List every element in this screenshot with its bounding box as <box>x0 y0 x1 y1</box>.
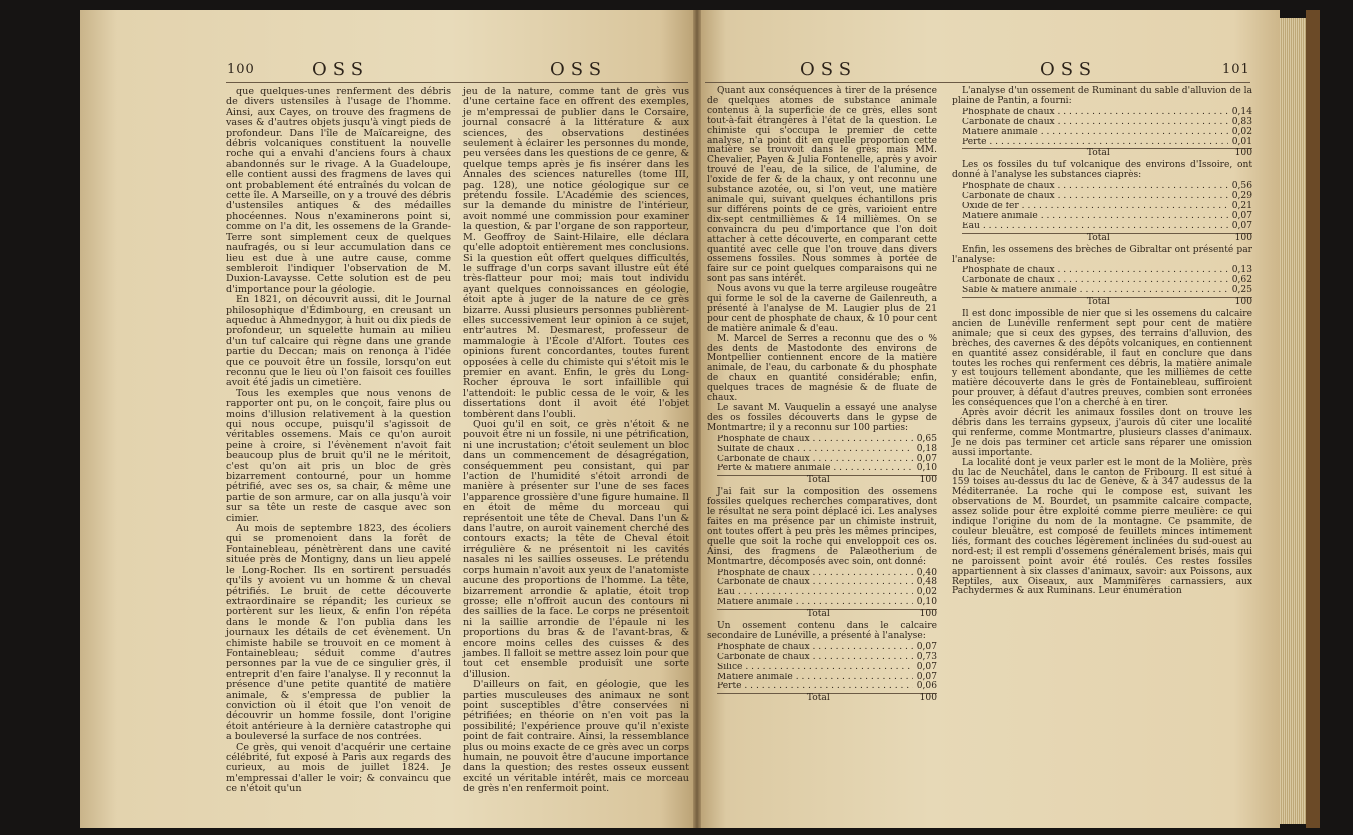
text-column-left-1 <box>226 87 451 795</box>
running-head-left-1: OSS <box>312 59 370 80</box>
paragraph: Nous avons vu que la terre argileuse rougeâtre qui forme le sol de la caverne de Gailenreuth, a présenté à l'analyse de M. Laugier plus de 21 pour cent de phosphate de chaux, & 10 pour cent de matière animale & d'eau. <box>707 284 937 334</box>
paragraph: Quant aux conséquences à tirer de la présence de quelques atomes de substance animale contenus à la superficie de ce grès, elles sont tout-à-fait étrangères à l'état de la question. Le chimiste qui s'occupa le premier de cette analyse, n'a point dit en quelle proportion cette matière se trouvoit dans le grès; mais MM. Chevalier, Payen & Julia Fontenelle, après y avoir trouvé de l'eau, de la silice, de l'alumine, de l'oxide de fer & de la chaux, y ont reconnu une substance azotée, ou, si l'on veut, une matière animale qui, suivant quelques échantillons pris sur différens points de ce grès, varioient entre dix-sept centmillièmes & 14 millièmes. On se convaincra du peu d'importance que l'on doit attacher à cette découverte, en comparant cette quantité avec celle que l'on trouve dans divers ossemens fossiles. Nous sommes à portée de faire sur ce point quelques comparaisons qui ne sont pas sans intérêt. <box>707 86 937 285</box>
table-row: Phosphate de chaux . . . 0,13 <box>962 266 1252 276</box>
paragraph: La localité dont je veux parler est le mont de la Molière, près du lac de Neuchâtel, dans le canton de Fribourg. Il est situé à 159 toises au-dessus du lac de Genève, & à 347 audessus de la Méditerranée. La roche qui le compose est, suivant les observations de M. Bourdet, un psammite calcaire compacte, assez solide pour être exploité comme pierre meulière: ce qui indique l'origine du nom de la montagne. Ce psammite, de couleur bleuâtre, est composé de feuillets minces intimement liés, formant des couches légèrement inclinées du sud-ouest au nord-est; il est rempli d'ossemens généralement brisés, mais qui ne paroissent point avoir été roulés. Ces restes fossiles appartiennent à six classes d'animaux, savoir: aux Poissons, aux Reptiles, aux Oiseaux, aux Mammifères carnassiers, aux Pachydermes & aux Ruminans. Leur énumération <box>952 457 1252 597</box>
table-row: Matière animale . . . 0,07 <box>962 212 1252 222</box>
table-row: Sable & matière animale . . . 0,25 <box>962 286 1252 296</box>
table-row: Matière animale . . . 0,10 <box>717 598 937 608</box>
paragraph: Le savant M. Vauquelin a essayé une analyse des os fossiles découverts dans le gypse de Montmartre; il y a reconnu sur 100 parties: <box>707 403 937 433</box>
analysis-table-4 <box>962 108 1252 160</box>
table-row: Carbonate de chaux . . . 0,83 <box>962 118 1252 128</box>
table-row: Silice . . . 0,07 <box>717 663 937 673</box>
table-row: Sulfate de chaux . . . 0,18 <box>717 445 937 455</box>
text-column-right-2 <box>952 87 1252 597</box>
table-row: Carbonate de chaux . . . 0,07 <box>717 455 937 465</box>
book-cover-edge <box>1306 10 1320 828</box>
table-row: Carbonate de chaux . . . 0,62 <box>962 276 1252 286</box>
paragraph: Au mois de septembre 1823, des écoliers qui se promenoient dans la forêt de Fontainebleau, pénètrèrent dans une cavité située près de Montigny, dans un lieu appelé le Long-Rocher. Ils en sortirent persuadés qu'ils y avoient vu un homme & un cheval pétrifiés. Le bruit de cette découverte extraordinaire se répandit; les curieux se portèrent sur les lieux, & enfin l'on répéta dans le monde & l'on publia dans les journaux les détails de cet évènement. Un chimiste habile se trouvoit en ce moment à Fontainebleau; séduit comme d'autres personnes par la vue de ce singulier grès, il entreprit d'en faire l'analyse. Il y reconnut la présence d'une petite quantité de matière animale, & s'empressa de publier la conviction où il étoit que l'on venoit de découvrir un homme fossile, dont l'origine étoit antérieure à la dernière catastrophe qui a bouleversé la surface de nos contrées. <box>226 523 451 743</box>
page-number-right: 101 <box>1222 62 1250 77</box>
left-page <box>80 10 697 828</box>
paragraph: Tous les exemples que nous venons de rapporter ont pu, on le conçoit, faire plus ou moins d'illusion relativement à la question qui nous occupe, puisqu'il s'agissoit de véritables ossemens. Mais ce qu'on auroit peine à croire, si l'évènement n'avoit fait beaucoup plus de bruit qu'il ne le méritoit, c'est qu'on ait pris un bloc de grès bizarrement contourné, pour un homme pétrifié, avec ses os, sa chair, & même une partie de son armure, car on alla jusqu'à voir sur sa tête un reste de casque avec son cimier. <box>226 387 451 524</box>
paragraph: L'analyse d'un ossement de Ruminant du sable d'alluvion de la plaine de Pantin, a fourni: <box>952 86 1252 106</box>
table-row: Matière animale . . . 0,02 <box>962 128 1252 138</box>
table-total: Total 100 <box>717 475 937 486</box>
analysis-table-3 <box>717 643 937 704</box>
page-number-left: 100 <box>227 62 255 77</box>
table-row: Perte . . . 0,06 <box>717 682 937 692</box>
paragraph: Ce grès, qui venoit d'acquérir une certaine célébrité, fut exposé à Paris aux regards des curieux, au mois de juillet 1824. Je m'empressai d'aller le voir; & convaincu que ce n'étoit qu'un <box>226 741 451 795</box>
table-total: Total 100 <box>962 148 1252 159</box>
table-total: Total 100 <box>717 693 937 704</box>
analysis-table-2 <box>717 569 937 621</box>
table-row: Phosphate de chaux . . . 0,65 <box>717 435 937 445</box>
table-row: Perte & matière animale . . . 0,10 <box>717 464 937 474</box>
table-row: Carbonate de chaux . . . 0,73 <box>717 653 937 663</box>
paragraph: jeu de la nature, comme tant de grès vus d'une certaine face en offrent des exemples, je m'empressai de publier dans le Corsaire, journal consacré à la littérature & aux sciences, des observations destinées seulement à éclairer les personnes du monde, peu versées dans les questions de ce genre, & quelque temps après je fis insérer dans les Annales des sciences naturelles (tome III, pag. 128), une notice géologique sur ce prétendu fossile. L'Académie des sciences, sur la demande du ministre de l'intérieur, avoit nommé une commission pour examiner la question, & par l'organe de son rapporteur, M. Geoffroy de Saint-Hilaire, elle déclara qu'elle adoptoit entièrement mes conclusions. Si la question eût offert quelques difficultés, le suffrage d'un corps savant illustre eût été très-flatteur pour moi; mais tout individu ayant quelques connoissances en géologie, étoit apte à juger de la nature de ce grès bizarre. Aussi plusieurs personnes publièrent-elles successivement leur opinion à ce sujet, entr'autres M. Desmarest, professeur de mammalogie à l'École d'Alfort. Toutes ces opinions furent concordantes, toutes furent opposées à celle du chimiste qui s'étoit mis le premier en avant. Enfin, le grès du Long-Rocher éprouva le sort infaillible qui l'attendoit: le public cessa de le voir, & les dissertations dont il avoit été l'objet tombèrent dans l'oubli. <box>463 86 689 420</box>
paragraph: Il est donc impossible de nier que si les ossemens du calcaire ancien de Lunéville renferment sept pour cent de matière animale; que si ceux des gypses, des terrains d'alluvion, des brèches, des cavernes & des dépôts volcaniques, en contiennent en quantité assez considérable, il faut en conclure que dans toutes les roches qui renferment ces débris, la matière animale y est toujours tellement abondante, que les millièmes de cette matière découverte dans le grès de Fontainebleau, suffiroient pour prouver, à défaut d'autres preuves, combien sont erronées les conséquences que l'on a cherché à en tirer. <box>952 309 1252 409</box>
running-head-right-1: OSS <box>800 59 858 80</box>
paragraph: Quoi qu'il en soit, ce grès n'étoit & ne pouvoit être ni un fossile, ni une pétrification, ni une incrustation; c'étoit seulement un bloc dans un commencement de désagrégation, conséquemment peu consistant, qui par l'action de l'humidité s'étoit arrondi de manière à présenter sur l'une de ses faces l'apparence grossière d'une figure humaine. Il en étoit de même du morceau qui représentoit une tête de Cheval. Dans l'un & dans l'autre, on auroit vainement cherché des contours exacts; la tête de Cheval étoit irrégulière & ne présentoit ni les cavités nasales ni les saillies osseuses. Le prétendu corps humain n'avoit aux yeux de l'anatomiste aucune des proportions de l'homme. La tête, bizarrement arrondie & aplatie, étoit trop grosse; elle n'offroit aucun des contours ni des saillies de la face. Le corps ne présentoit ni la saillie arrondie de l'épaule ni les proportions du bras & de l'avant-bras, & encore moins celles des cuisses & des jambes. Il falloit se mettre assez loin pour que tout cet ensemble produisît une sorte d'illusion. <box>463 419 689 680</box>
paragraph: M. Marcel de Serres a reconnu que des o % des dents de Mastodonte des environs de Montpellier contiennent encore de la matière animale, de l'eau, du carbonate & du phosphate de chaux en quantité considérable; enfin, quelques traces de magnésie & de fluate de chaux. <box>707 333 937 404</box>
table-row: Phosphate de chaux . . . 0,14 <box>962 108 1252 118</box>
header-rule-right <box>705 82 1250 83</box>
header-rule-left <box>226 82 688 83</box>
running-head-right-2: OSS <box>1040 59 1098 80</box>
table-row: Oxide de fer . . . 0,21 <box>962 202 1252 212</box>
analysis-table-5 <box>962 182 1252 243</box>
page-edges <box>1280 18 1306 824</box>
table-row: Matière animale . . . 0,07 <box>717 673 937 683</box>
table-row: Carbonate de chaux . . . 0,29 <box>962 192 1252 202</box>
table-total: Total 100 <box>962 297 1252 308</box>
table-row: Phosphate de chaux . . . 0,07 <box>717 643 937 653</box>
paragraph: que quelques-unes renferment des débris de divers ustensiles à l'usage de l'homme. Ainsi, aux Cayes, on trouve des fragmens de vases & d'autres objets jusqu'à vingt pieds de profondeur. Dans l'île de Maïcareigne, des débris volcaniques constituent la nouvelle roche qui a envahi d'anciens fours à chaux abandonnés sur le rivage. A la Guadeloupe, elle contient aussi des fragmens de laves qui ont probablement été entraînés du volcan de cette île. A Marseille, on y a trouvé des débris d'ustensiles antiques & des médailles phocéennes. Nous n'examinerons point si, comme on l'a dit, les ossemens de la Grande-Terre sont simplement ceux de quelques naufragés, ou si leur accumulation dans ce lieu est due à une autre cause, comme sembleroit l'indiquer l'observation de M. Duxion-Lavaysse. Cette solution est de peu d'importance pour la géologie. <box>226 86 451 295</box>
text-column-right-1 <box>707 87 937 706</box>
paragraph: Un ossement contenu dans le calcaire secondaire de Lunéville, a présenté à l'analyse: <box>707 621 937 641</box>
table-total: Total 100 <box>717 609 937 620</box>
paragraph: Les os fossiles du tuf volcanique des environs d'Issoire, ont donné à l'analyse les substances ciaprès: <box>952 160 1252 181</box>
table-row: Phosphate de chaux . . . 0,40 <box>717 569 937 579</box>
paragraph: D'ailleurs on fait, en géologie, que les parties musculeuses des animaux ne sont point susceptibles d'être conservées ni pétrifiées; en théorie on n'en voit pas la possibilité; l'expérience prouve qu'il n'existe point de fait contraire. Ainsi, la ressemblance plus ou moins exacte de ce grès avec un corps humain, ne pouvoit être d'aucune importance dans la question; des restes osseux eussent excité un véritable intérêt, mais ce morceau de grès n'en renfermoit point. <box>463 679 690 795</box>
paragraph: En 1821, on découvrit aussi, dit le Journal philosophique d'Édimbourg, en creusant un aqueduc à Ahmednygor, à huit ou dix pieds de profondeur, un squelette humain au milieu d'un tuf calcaire qui règne dans une grande partie du Deccan; mais on renonça à l'idée que ce pouvoit être un fossile, lorsqu'on eut reconnu que le lieu où l'on faisoit ces fouilles avoit été jadis un cimetière. <box>226 294 451 389</box>
paragraph: Après avoir décrit les animaux fossiles dont on trouve les débris dans les terrains gypseux, j'aurois dû citer une localité qui renferme, comme Montmartre, plusieurs classes d'animaux. Je ne dois pas terminer cet article sans réparer une omission aussi importante. <box>952 408 1252 458</box>
text-column-left-2 <box>463 87 689 795</box>
table-row: Carbonate de chaux . . . 0,48 <box>717 578 937 588</box>
table-row: Phosphate de chaux . . . 0,56 <box>962 182 1252 192</box>
right-page <box>697 10 1280 828</box>
paragraph: Enfin, les ossemens des brèches de Gibraltar ont présenté par l'analyse: <box>952 244 1252 265</box>
table-row: Eau . . . 0,02 <box>717 588 937 598</box>
book-gutter <box>693 10 701 828</box>
table-total: Total 100 <box>962 233 1252 244</box>
analysis-table-1 <box>717 435 937 487</box>
table-row: Eau . . . 0,07 <box>962 222 1252 232</box>
running-head-left-2: OSS <box>550 59 608 80</box>
table-row: Perte . . . 0,01 <box>962 138 1252 148</box>
paragraph: J'ai fait sur la composition des ossemens fossiles quelques recherches comparatives, dont le résultat ne sera point déplacé ici. Les analyses faites en ma présence par un chimiste instruit, ont toutes offert à peu près les mêmes principes, quelle que soit la roche qui enveloppoit ces os. Ainsi, des fragmens de Palæotherium de Montmartre, décomposés avec soin, ont donné: <box>707 487 937 567</box>
analysis-table-6 <box>962 266 1252 308</box>
